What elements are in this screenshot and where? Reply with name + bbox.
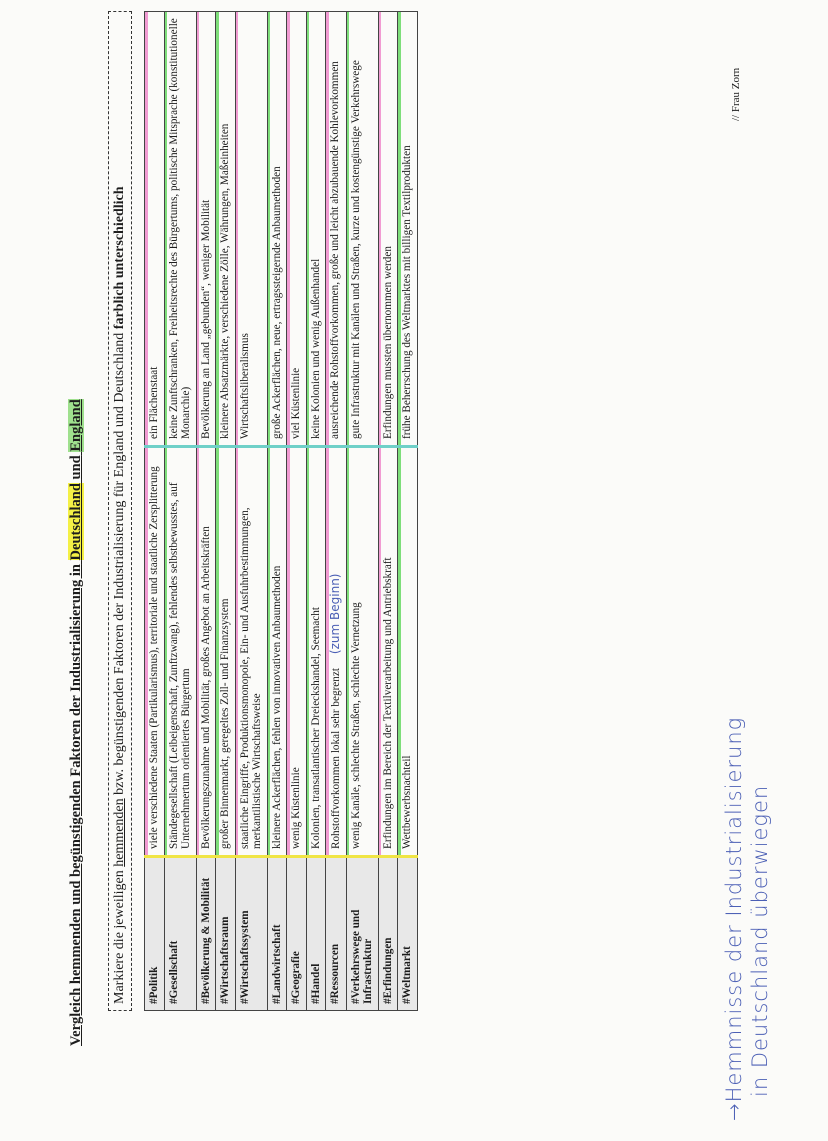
row-germany [164, 447, 196, 857]
page-title [68, 146, 85, 1046]
table-row [216, 12, 236, 1011]
instruction-beg: begünstigenden [112, 677, 127, 766]
row-england: Bevölkerung an Land „gebunden“, weniger Mobilität [196, 12, 216, 447]
row-england: keine Kolonien und wenig Außenhandel [306, 12, 326, 447]
instruction-hemmend: hemmenden [112, 798, 127, 867]
instruction-box [108, 11, 132, 1011]
row-england: keine Zunftschranken, Freiheitsrechte des Bürgertums, politische Mitsprache (konstitutionelle Monarchie) [164, 12, 196, 447]
row-germany-text: viele verschiedene Staaten (Partikularismus), territoriale und staatliche Zersplitterung [148, 466, 160, 849]
row-category: #Wirtschaftsraum [216, 857, 236, 1011]
row-category: #Landwirtschaft [267, 857, 287, 1011]
row-germany [235, 447, 267, 857]
row-germany-text: Erfindungen im Bereich der Textilverarbeitung und Antriebskraft [381, 557, 394, 849]
instruction-prefix: Markiere die jeweiligen [112, 870, 127, 1004]
table-row [326, 12, 347, 1011]
row-england: frühe Beherrschung des Weltmarktes mit billigen Textilprodukten [398, 12, 418, 447]
row-england: große Ackerflächen, neue, ertragssteigernde Anbaumethoden [267, 12, 287, 447]
instruction-middle: bzw. [112, 768, 127, 795]
title-country-de: Deutschland [68, 483, 84, 561]
table-row [267, 12, 287, 1011]
table-row [287, 12, 307, 1011]
instruction-bold: farblich unterschiedlich [112, 186, 127, 330]
row-germany [267, 447, 287, 857]
row-category: #Ressourcen [326, 857, 347, 1011]
row-germany-text: großer Binnenmarkt, geregeltes Zoll- und Finanzsystem [219, 598, 231, 849]
title-country-en: England [68, 399, 84, 452]
row-germany-text: Ständegesellschaft (Leibeigenschaft, Zunftzwang), fehlendes selbstbewusstes, auf Unternehmertum orientiertes Bürgertum [167, 482, 192, 849]
row-germany [287, 447, 307, 857]
table-row [378, 12, 398, 1011]
row-germany-text: Wettbewerbsnachteil [401, 755, 413, 849]
row-germany-text: wenig Kanäle, schlechte Straßen, schlechte Vernetzung [349, 602, 362, 849]
table-row [196, 12, 216, 1011]
handwritten-zum-beginn: (zum Beginn) [328, 573, 342, 655]
row-category: #Weltmarkt [398, 857, 418, 1011]
row-category: #Bevölkerung & Mobilität [196, 857, 216, 1011]
row-category: #Politik [145, 857, 165, 1011]
row-germany [145, 447, 165, 857]
row-germany-text: Bevölkerungszunahme und Mobilität, großes Angebot an Arbeitskräften [199, 526, 212, 849]
row-germany-text: wenig Küstenlinie [290, 767, 302, 849]
row-germany [398, 447, 418, 857]
row-england: ein Flächenstaat [145, 12, 165, 447]
handwritten-note-line2: in Deutschland überwiegen [748, 784, 772, 1097]
table-row [164, 12, 196, 1011]
author-signature: // Frau Zorn [730, 67, 742, 121]
row-category: #Erfindungen [378, 857, 398, 1011]
table-row [346, 12, 378, 1011]
row-germany-text: staatliche Eingriffe, Produktionsmonopole, Ein- und Ausfuhrbestimmungen, merkantilistische Wirtschaftsweise [238, 507, 263, 849]
row-germany [216, 447, 236, 857]
row-england: Erfindungen mussten übernommen werden [378, 12, 398, 447]
row-category: #Wirtschaftssystem [235, 857, 267, 1011]
table-row [235, 12, 267, 1011]
row-germany [346, 447, 378, 857]
row-england: ausreichende Rohstoffvorkommen, große und leicht abzubauende Kohlevorkommen [326, 12, 347, 447]
row-category: #Geografie [287, 857, 307, 1011]
row-germany [326, 447, 347, 857]
comparison-table [144, 11, 418, 1011]
row-germany-text: Kolonien, transatlantischer Dreieckshandel, Seemacht [309, 607, 322, 849]
title-and: und [68, 455, 84, 480]
row-germany [306, 447, 326, 857]
row-category: #Gesellschaft [164, 857, 196, 1011]
row-england: gute Infrastruktur mit Kanälen und Straßen, kurze und kostengünstige Verkehrswege [346, 12, 378, 447]
row-germany [378, 447, 398, 857]
row-category: #Handel [306, 857, 326, 1011]
instruction-rest: Faktoren der Industrialisierung für England und Deutschland [112, 332, 127, 675]
row-germany-text: kleinere Ackerflächen, fehlen von innovativen Anbaumethoden [270, 565, 283, 849]
row-germany-text: Rohstoffvorkommen lokal sehr begrenzt [330, 668, 342, 849]
row-england: viel Küstenlinie [287, 12, 307, 447]
table-row [145, 12, 165, 1011]
handwritten-note-line1: →Hemmnisse der Industrialisierung [722, 716, 746, 1121]
row-category: #Verkehrswege und Infrastruktur [346, 857, 378, 1011]
row-germany [196, 447, 216, 857]
table-row [398, 12, 418, 1011]
table-row [306, 12, 326, 1011]
row-england: Wirtschaftsliberalismus [235, 12, 267, 447]
row-england: kleinere Absatzmärkte, verschiedene Zölle, Währungen, Maßeinheiten [216, 12, 236, 447]
title-prefix: Vergleich hemmenden und begünstigenden Faktoren der Industrialisierung in [68, 564, 84, 1046]
